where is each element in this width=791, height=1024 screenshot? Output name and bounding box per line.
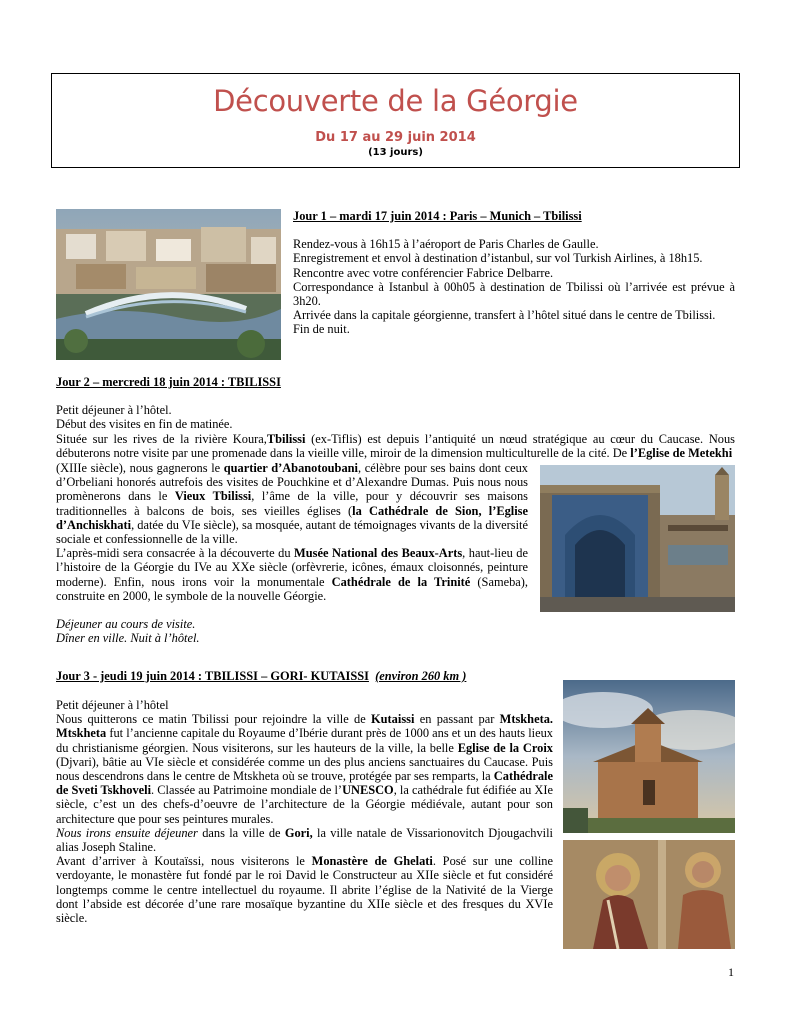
day2-section bbox=[56, 375, 735, 432]
day2-paragraph-1-cont: (XIIIe siècle), nous gagnerons le quartier d’Abanotoubani, célèbre pour ses bains dont ceux d’Orbeliani honorés autrefois des visites de Pouchkine et d’Alexandre Dumas. Puis nous nous promènerons dans le Vieux Tbilissi, l’âme de la ville, pour y découvrir ses maisons traditionnelles à balcons de bois, ses vieilles églises (la Cathédrale de Sion, l’Eglise d’Anchiskhati, datée du VIe siècle), sa mosquée, autant de témoignages vivants de la diversité sociale et confessionnelle de la ville. L’après-midi sera consacrée à la découverte du Musée National des Beaux-Arts, haut-lieu de l’histoire de la Géorgie du IVe au XXe siècle (orfèvrerie, icônes, émaux cloisonnés, peinture moderne). Enfin, nous irons voir la monumentale Cathédrale de la Trinité (Sameba), construite en 2000, le symbole de la nouvelle Géorgie. Déjeuner au cours de visite. Dîner en ville. Nuit à l’hôtel. bbox=[56, 461, 529, 646]
day1-line: Enregistrement et envol à destination d’istanbul, sur vol Turkish Airlines, à 18h15. bbox=[293, 251, 703, 266]
day3-paragraph-2: Nous irons ensuite déjeuner dans la ville de Gori, la ville natale de Vissarionovitch Djougachvili alias Joseph Staline. bbox=[56, 825, 554, 855]
day2-heading: Jour 2 – mercredi 18 juin 2014 : TBILISSI bbox=[56, 375, 281, 389]
day3-heading-block bbox=[56, 669, 556, 683]
day2-paragraph-1: Située sur les rives de la rivière Koura,Tbilissi (ex-Tiflis) est depuis l’antiquité un nœud stratégique au cœur du Caucase. Nous débuterons notre visite par une promenade dans la vieille ville, miroir de la dimension multiculturelle de la cité. De l’Eglise de Metekhi bbox=[56, 432, 735, 461]
day2-line: Début des visites en fin de matinée. bbox=[56, 417, 233, 432]
abanotubani-bath-photo bbox=[540, 465, 735, 612]
trip-dates: Du 17 au 29 juin 2014 bbox=[315, 130, 476, 145]
day3-paragraph-3: Avant d’arriver à Koutaïssi, nous visiterons le Monastère de Ghelati. Posé sur une colline verdoyante, le monastère fut fondé par le roi David le Constructeur au XIIe siècle et fut considéré longtemps comme le centre intellectuel du royaume. Il abrite l’église de la Nativité de la Vierge dont l’abside est décorée d’une rare mosaïque byzantine du XIIe siècle et des fresques du XVIe siècle. bbox=[56, 854, 553, 926]
day3-distance: (environ 260 km ) bbox=[375, 669, 467, 683]
title-box bbox=[51, 73, 740, 168]
day1-line: Fin de nuit. bbox=[293, 322, 350, 337]
day3-section bbox=[56, 698, 553, 925]
gelati-fresco-photo bbox=[563, 840, 735, 949]
day3-line: Petit déjeuner à l’hôtel bbox=[56, 698, 169, 712]
page-title: Découverte de la Géorgie bbox=[213, 84, 578, 118]
day3-paragraph-1: Nous quitterons ce matin Tbilissi pour rejoindre la ville de Kutaissi en passant par Mtskheta. Mtskheta fut l’ancienne capitale du Royaume d’Ibérie durant près de 1000 ans et un des hauts lieux du christianisme géorgien. Nous visiterons, sur les hauteurs de la ville, la belle Eglise de la Croix (Djvari), bâtie au VIe siècle et considérée comme un des plus anciens sanctuaires du Caucase. Puis nous descendrons dans le centre de Mtskheta où se trouve, protégée par ses remparts, la Cathédrale de Sveti Tskhoveli. Classée au Patrimoine mondiale de l’UNESCO, la cathédrale fut édifiée au XIe siècle, c’est un des chefs-d’oeuvre de l’architecture de la Géorgie médiévale, autant pour son architecture que pour ses peintures murales. bbox=[56, 712, 553, 826]
day1-heading: Jour 1 – mardi 17 juin 2014 : Paris – Munich – Tbilissi bbox=[293, 209, 582, 223]
tbilisi-bridge-photo bbox=[56, 209, 281, 360]
day1-line: Rendez-vous à 16h15 à l’aéroport de Paris Charles de Gaulle. bbox=[293, 237, 599, 252]
day2-meal-note: Déjeuner au cours de visite. bbox=[56, 617, 196, 632]
day1-line: Rencontre avec votre conférencier Fabrice Delbarre. bbox=[293, 265, 554, 280]
trip-duration: (13 jours) bbox=[368, 147, 423, 158]
day3-heading: Jour 3 - jeudi 19 juin 2014 : TBILISSI – GORI- KUTAISSI bbox=[56, 669, 369, 683]
svetitskhoveli-cathedral-photo bbox=[563, 680, 735, 833]
day2-night-note: Dîner en ville. Nuit à l’hôtel. bbox=[56, 631, 200, 646]
day1-line: Correspondance à Istanbul à 00h05 à destination de Tbilissi où l’arrivée est prévue à 3h20. bbox=[293, 279, 735, 309]
page-number: 1 bbox=[728, 965, 734, 979]
day2-paragraph-2: L’après-midi sera consacrée à la découverte du Musée National des Beaux-Arts, haut-lieu de l’histoire de la Géorgie du IVe au XXe siècle (orfèvrerie, icônes, émaux cloisonnés, peinture moderne). Enfin, nous irons voir la monumentale Cathédrale de la Trinité (Sameba), construite en 2000, le symbole de la nouvelle Géorgie. bbox=[56, 546, 529, 603]
tbilissi-label: Tbilissi bbox=[266, 432, 306, 446]
day1-line: Arrivée dans la capitale géorgienne, transfert à l’hôtel situé dans le centre de Tbilissi. bbox=[293, 308, 716, 323]
day1-section bbox=[293, 209, 735, 337]
day2-line: Petit déjeuner à l’hôtel. bbox=[56, 403, 172, 418]
